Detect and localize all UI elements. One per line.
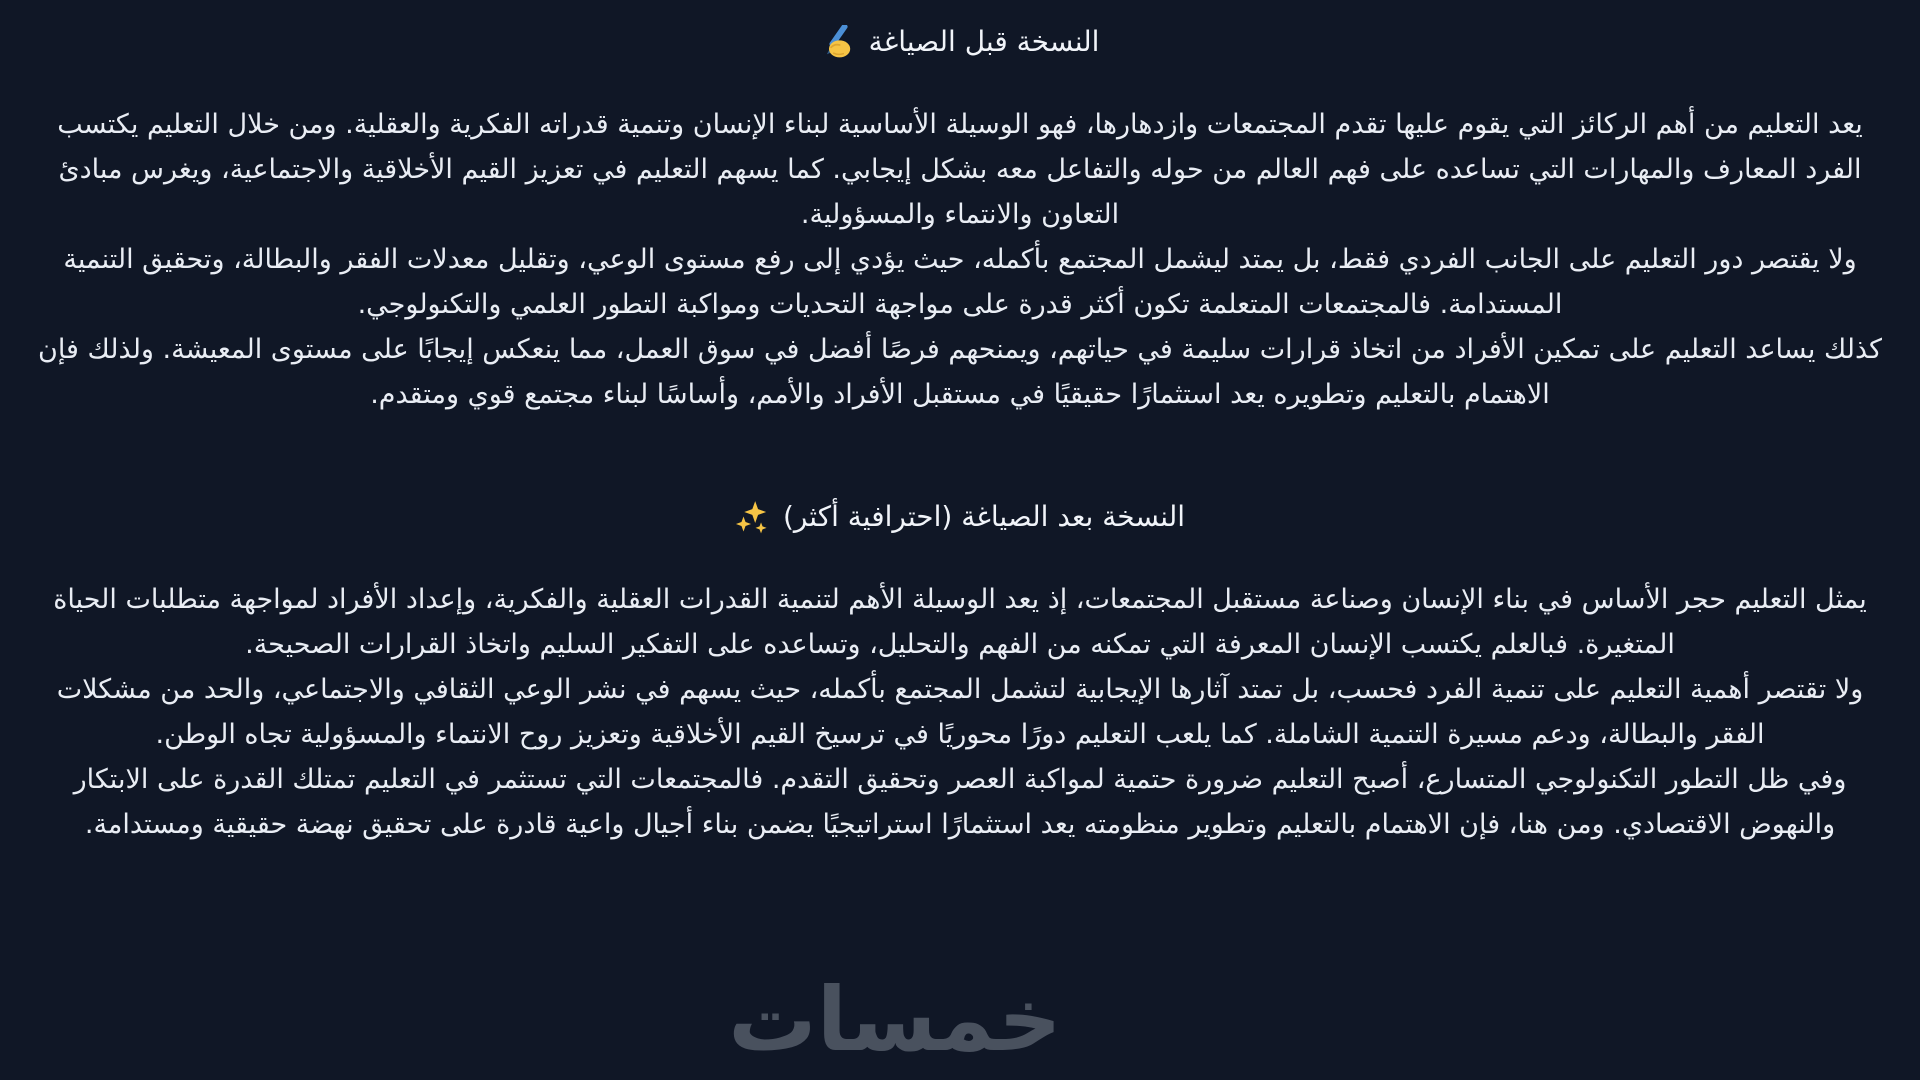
paragraph: يمثل التعليم حجر الأساس في بناء الإنسان وصناعة مستقبل المجتمعات، إذ يعد الوسيلة الأهم لتنمية القدرات العقلية والفكرية، وإعداد الأفراد لمواجهة متطلبات الحياة المتغيرة. فبالعلم يكتسب الإنسان المعرفة التي تمكنه من الفهم والتحليل، وتساعده على التفكير السليم واتخاذ القرارات الصحيحة. (53, 584, 1867, 660)
paragraph: يعد التعليم من أهم الركائز التي يقوم عليها تقدم المجتمعات وازدهارها، فهو الوسيلة الأساسية لبناء الإنسان وتنمية قدراته الفكرية والعقلية. ومن خلال التعليم يكتسب الفرد المعارف والمهارات التي تساعده على فهم العالم من حوله والتفاعل معه بشكل إيجابي. كما يسهم التعليم في تعزيز القيم الأخلاقية والاجتماعية، ويغرس مبادئ التعاون والانتماء والمسؤولية. (57, 109, 1863, 230)
sparkles-icon (735, 500, 769, 534)
before-rewrite-section (28, 20, 1892, 417)
after-rewrite-title-text: النسخة بعد الصياغة (احترافية أكثر) (782, 500, 1186, 533)
paragraph: وفي ظل التطور التكنولوجي المتسارع، أصبح التعليم ضرورة حتمية لمواكبة العصر وتحقيق التقدم. فالمجتمعات التي تستثمر في التعليم تمتلك القدرة على الابتكار والنهوض الاقتصادي. ومن هنا، فإن الاهتمام بالتعليم وتطوير منظومته يعد استثمارًا استراتيجيًا يضمن بناء أجيال واعية قادرة على تحقيق نهضة حقيقية ومستدامة. (73, 764, 1847, 840)
before-rewrite-paragraphs (28, 102, 1892, 417)
khamsat-watermark-logo: خمسات (728, 968, 1062, 1071)
after-rewrite-paragraphs (28, 577, 1892, 847)
paragraph: كذلك يساعد التعليم على تمكين الأفراد من اتخاذ قرارات سليمة في حياتهم، ويمنحهم فرصًا أفضل في سوق العمل، مما ينعكس إيجابًا على مستوى المعيشة. ولذلك فإن الاهتمام بالتعليم وتطويره يعد استثمارًا حقيقيًا في مستقبل الأفراد والأمم، وأساسًا لبناء مجتمع قوي ومتقدم. (38, 334, 1882, 410)
before-rewrite-title (28, 20, 1892, 64)
after-rewrite-title (28, 495, 1892, 539)
before-rewrite-title-text: النسخة قبل الصياغة (868, 25, 1100, 58)
writing-hand-icon (821, 25, 855, 59)
after-rewrite-section (28, 495, 1892, 847)
paragraph: ولا تقتصر أهمية التعليم على تنمية الفرد فحسب، بل تمتد آثارها الإيجابية لتشمل المجتمع بأكمله، حيث يسهم في نشر الوعي الثقافي والاجتماعي، والحد من مشكلات الفقر والبطالة، ودعم مسيرة التنمية الشاملة. كما يلعب التعليم دورًا محوريًا في ترسيخ القيم الأخلاقية وتعزيز روح الانتماء والمسؤولية تجاه الوطن. (56, 674, 1864, 750)
paragraph: ولا يقتصر دور التعليم على الجانب الفردي فقط، بل يمتد ليشمل المجتمع بأكمله، حيث يؤدي إلى رفع مستوى الوعي، وتقليل معدلات الفقر والبطالة، وتحقيق التنمية المستدامة. فالمجتمعات المتعلمة تكون أكثر قدرة على مواجهة التحديات ومواكبة التطور العلمي والتكنولوجي. (63, 244, 1857, 320)
